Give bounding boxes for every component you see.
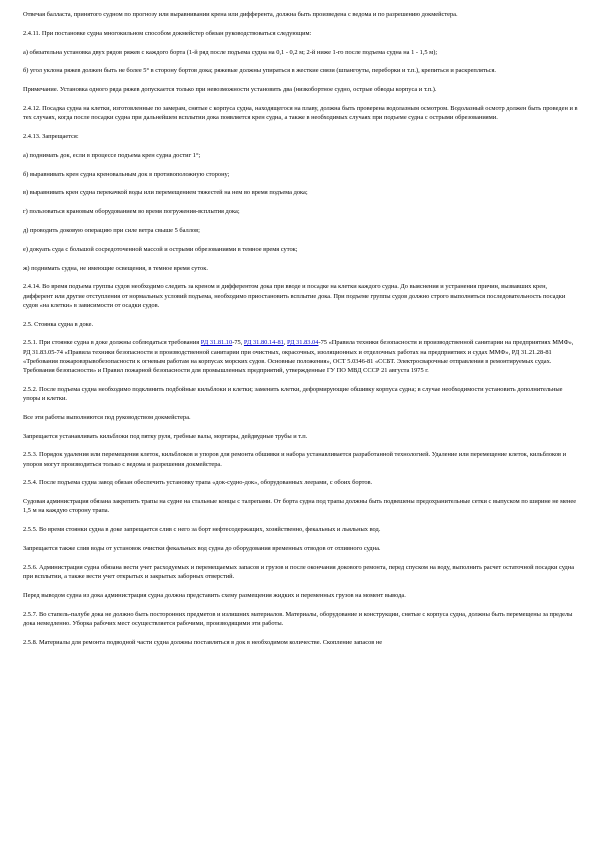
paragraph: 2.5.6. Администрация судна обязана вести учет расходуемых и перемещаемых запасов и грузов и после окончания докового ремонта, перед спуском на воду, выполнить расчет остаточной посадки судна при всплытии, а также вести учет открытых и закрытых заборных отверстий. bbox=[23, 563, 575, 580]
paragraph: Перед выводом судна из дока администрация судна должна представить схему размещения жидких и переменных грузов на момент вывода. bbox=[23, 591, 406, 599]
list-item: г) пользоваться крановым оборудованием во время погружения-всплытия дока; bbox=[23, 208, 240, 216]
list-item: д) проводить доковую операцию при силе ветра свыше 5 баллов; bbox=[23, 226, 200, 234]
paragraph-with-links bbox=[23, 338, 578, 375]
text-run: 2.5.1. При стоянке судна в доке должны соблюдаться требования bbox=[23, 339, 201, 347]
paragraph: Запрещается устанавливать кильблоки под пятку руля, гребные валы, мортиры, дейдвудные трубы и т.п. bbox=[23, 432, 308, 440]
paragraph: Судовая администрация обязана закрепить трапы на судне на стальные концы с талрепами. От борта судна под трапы должны быть подвешены предохранительные сетки с выпуском по ширине не менее 1,5 м на каждую сторону трапа. bbox=[23, 498, 577, 515]
text-run: -75, bbox=[232, 339, 244, 347]
text-run: , bbox=[283, 339, 288, 347]
paragraph: Все эти работы выполняются под руководством докмейстера. bbox=[23, 413, 191, 421]
list-item: а) поднимать док, если в процессе подъема крен судна достиг 1°; bbox=[23, 151, 201, 159]
document-page bbox=[23, 10, 578, 656]
paragraph: 2.5.8. Материалы для ремонта подводной части судна должны поставляться в док в необходимом количестве. Скопление запасов не bbox=[23, 638, 383, 646]
list-item: в) выравнивать крен судна перекачкой воды или перемещением тяжестей на нем во время подъема дока; bbox=[23, 189, 308, 197]
paragraph: а) обязательна установка двух рядов ряжев с каждого борта (1-й ряд после подъема судна на 0,1 - 0,2 м; 2-й ниже 1-го после подъема судна на 1 - 1,5 м); bbox=[23, 48, 438, 56]
paragraph: Отвечая балласта, принятого судном по прогнозу или выравнивании крена или дифферента, должна быть произведена с ведома и по разрешению докмейстера. bbox=[23, 11, 458, 18]
list-item: е) докуать суда с большой сосредоточенной массой и острыми обрезованиями в темное время суток; bbox=[23, 245, 298, 253]
text-run: -75 «Правила техники безопасности и производственной санитарии на предприятиях ММФ», РД 31.83.05-74 «Правила техники безопасности и производственной санитарии при очистных, окрасочных, изоляционных и отделочных работах на предприятиях и судах ММФ», РД 31.21.28-81 «Требования пожаровзрывобезопасности к огневым работам на корпусах морских судов. Основные положения», ОСТ 5.0346-81 «ССБТ. Электросварочные отправления в ремонтируемых судах. Требования безопасности» и Правил пожарной безопасности для промышленных предприятий, утвержденные ГУ ПО МВД СССР 21 августа 1975 г. bbox=[23, 339, 574, 374]
list-item: ж) поднимать судна, не имеющие освещения, в темное время суток. bbox=[23, 264, 208, 272]
paragraph: 2.4.13. Запрещается: bbox=[23, 132, 79, 140]
list-item: б) выравнивать крен судна креновальным док в противоположную сторону; bbox=[23, 170, 230, 178]
paragraph: 2.5.3. Порядок удаления или перемещения клеток, кильблоков и упоров для ремонта обшивки и набора устанавливается разработанной технологией. Удаление или перемещение клеток, кильблоков и упоров могут производиться только с ведома и разрешения докмейстера. bbox=[23, 451, 567, 468]
paragraph: Запрещается также слив воды от установок очистки фекальных вод судна до оборудования временных отводов от отливного судна. bbox=[23, 544, 381, 552]
paragraph: 2.4.11. При постановке судна многокильном способом докмейстер обязан руководствоваться следующим: bbox=[23, 29, 312, 37]
paragraph: Примечание. Установка одного ряда ряжев допускается только при невозможности установить два (низкобортное судно, острые обводы корпуса и т.п.). bbox=[23, 86, 437, 94]
paragraph: 2.5.5. Во время стоянки судна в доке запрещается слив с него за борт нефтесодержащих, хозяйственно, фекальных и льяльных вод. bbox=[23, 526, 381, 534]
paragraph: 2.4.12. Посадка судна на клетки, изготовленные по замерам, снятые с корпуса судна, находящегося на плаву, должна быть проверена водолазным осмотром. Водолазный осмотр должен быть проведен и в тех случаях, когда после посадки судна при дальнейшем всплытии дока появляется крен судна, а также в необходимых случаях при подъеме судна с острыми обрезованиями. bbox=[23, 104, 578, 122]
paragraph: 2.4.14. Во время подъема группы судов необходимо следить за креном и дифферентом дока при вводе и посадке на клетки каждого судна. До выяснения и устранения причин, вызвавших крен, дифферент или другие отступления от нормальных условий подъема, необходимо приостановить всплытие дока. При подъеме группы судов должно строго выполняться последовательность посадки судов «на клетки» в зависимости от осадки судов. bbox=[23, 283, 566, 309]
document-link[interactable]: РД 31.81.10 bbox=[200, 339, 233, 347]
document-link[interactable]: РД 31.80.14-81 bbox=[243, 339, 284, 347]
section-heading: 2.5. Стоянка судна в доке. bbox=[23, 320, 94, 328]
paragraph: 2.5.7. Во стапель-палубе дока не должно быть посторонних предметов и излишних материалов. Материалы, оборудование и конструкции, снятые с корпуса судна, должны быть перемещены за пределы дока немедленно. Уборка рабочих мест осуществляется рабочими, производящими эти работы. bbox=[23, 610, 573, 627]
paragraph: 2.5.2. После подъема судна необходимо подклинить подбойные кильблоки и клетки; заменить клетки, деформирующие обшивку корпуса судна; в случае необходимости установить дополнительные упоры и клетки. bbox=[23, 385, 563, 402]
paragraph: 2.5.4. После подъема судна завод обязан обеспечить установку трапа «док-судно-док», оборудованных леерами, с обоих бортов. bbox=[23, 479, 373, 487]
document-link[interactable]: РД 31.83.04 bbox=[287, 339, 319, 347]
paragraph: б) угол уклона ряжев должен быть не более 5° в сторону бортов дока; ряжевые должны упираться в жесткие связи (шпангоуты, переборки и т.п.), крепиться и раскрепляться. bbox=[23, 67, 497, 75]
